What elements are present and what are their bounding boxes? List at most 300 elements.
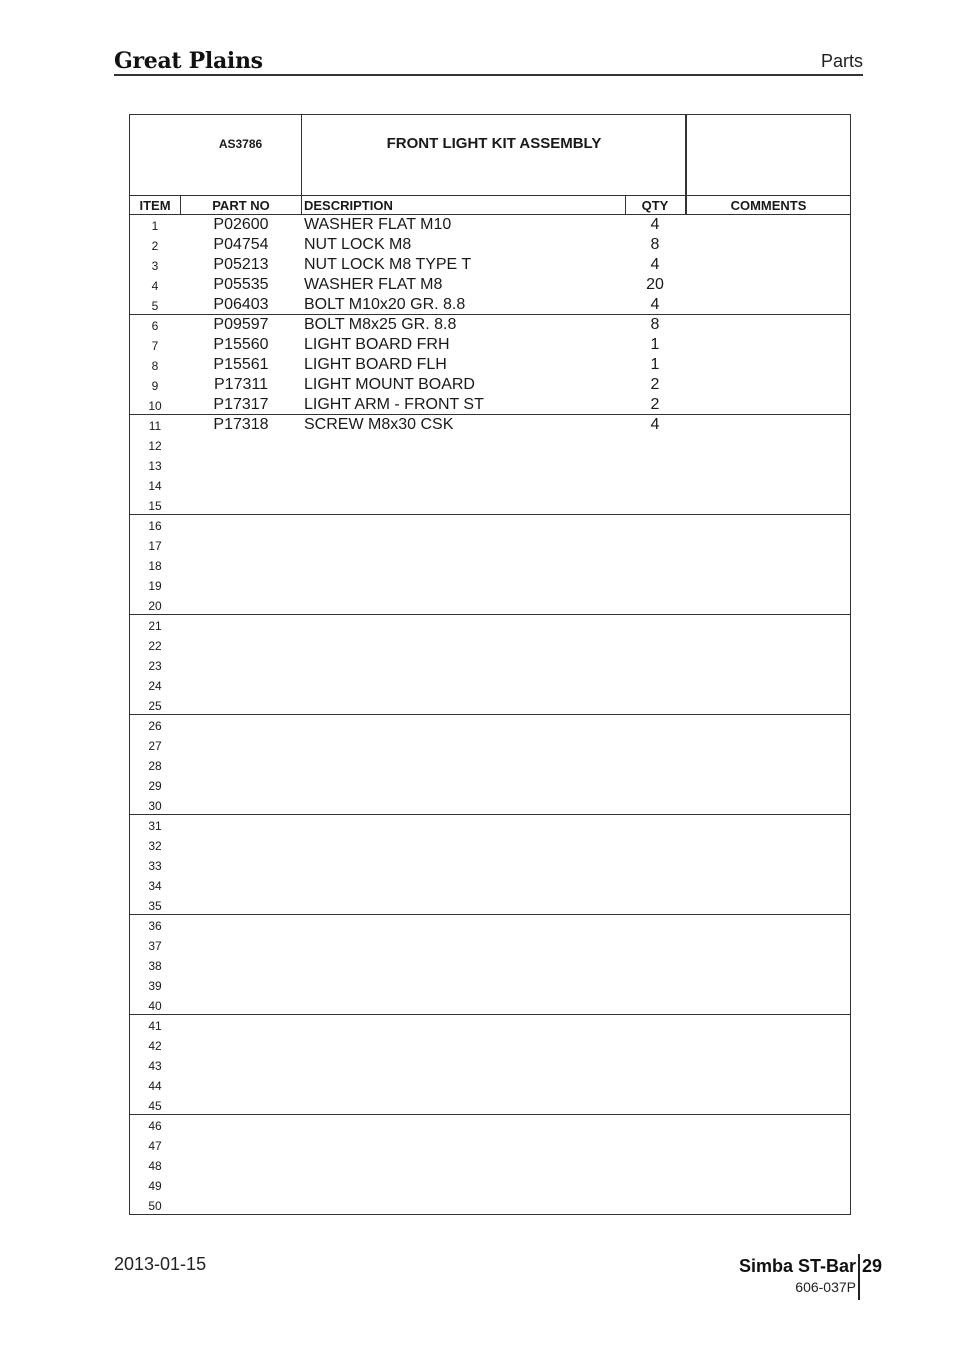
- row-description: [304, 1115, 624, 1135]
- row-comment: [687, 795, 850, 815]
- table-row: [130, 775, 850, 795]
- row-description: WASHER FLAT M8: [304, 276, 443, 293]
- row-item-number: 46: [148, 1119, 162, 1133]
- row-quantity: [626, 855, 684, 875]
- row-item-number: 13: [148, 459, 162, 473]
- row-part-number: P15561: [213, 356, 269, 373]
- row-quantity: [626, 795, 684, 815]
- row-description: [304, 875, 624, 895]
- row-item-number: 15: [148, 499, 162, 513]
- table-row: [130, 655, 850, 675]
- row-comment: [687, 575, 850, 595]
- table-row: [130, 935, 850, 955]
- row-description: [304, 495, 624, 515]
- row-comment: [687, 475, 850, 495]
- table-row: [130, 895, 850, 915]
- row-quantity: 4: [650, 256, 660, 273]
- row-item-number: 39: [148, 979, 162, 993]
- row-description: [304, 475, 624, 495]
- row-quantity: [626, 1175, 684, 1195]
- table-row: [130, 975, 850, 995]
- row-comment: [687, 995, 850, 1015]
- row-comment: [687, 1055, 850, 1075]
- row-part-number: P04754: [213, 236, 269, 253]
- row-item-number: 41: [148, 1019, 162, 1033]
- row-item-number: 30: [148, 799, 162, 813]
- row-description: NUT LOCK M8: [304, 236, 412, 253]
- row-quantity: [626, 1115, 684, 1135]
- row-quantity: 8: [650, 316, 660, 333]
- assembly-number: AS3786: [218, 137, 263, 151]
- table-row: [130, 275, 850, 295]
- row-description: [304, 455, 624, 475]
- footer-date: 2013-01-15: [114, 1254, 207, 1274]
- row-quantity: [626, 935, 684, 955]
- table-row: [130, 455, 850, 475]
- table-row: [130, 715, 850, 735]
- table-row: [130, 255, 850, 275]
- table-row: [130, 1035, 850, 1055]
- table-row: [130, 1155, 850, 1175]
- row-quantity: [626, 1075, 684, 1095]
- row-item-number: 16: [148, 519, 162, 533]
- row-quantity: 4: [650, 296, 660, 313]
- parts-table: [129, 114, 851, 1215]
- table-row: [130, 995, 850, 1015]
- row-quantity: [626, 535, 684, 555]
- row-description: [304, 1195, 624, 1215]
- row-comment: [687, 835, 850, 855]
- row-comment: [687, 855, 850, 875]
- row-part-number: [181, 875, 301, 895]
- table-row: [130, 1195, 850, 1215]
- row-part-number: [181, 475, 301, 495]
- row-item-number: 12: [148, 439, 162, 453]
- row-item-number: 1: [151, 219, 159, 233]
- row-part-number: [181, 1075, 301, 1095]
- row-comment: [687, 515, 850, 535]
- row-description: [304, 555, 624, 575]
- row-item-number: 9: [151, 379, 159, 393]
- row-description: [304, 1015, 624, 1035]
- row-part-number: [181, 835, 301, 855]
- brand-logo: Great Plains: [114, 48, 263, 74]
- row-item-number: 21: [148, 619, 162, 633]
- section-title: Parts: [820, 51, 863, 71]
- row-part-number: [181, 435, 301, 455]
- table-row: [130, 215, 850, 235]
- row-comment: [687, 335, 850, 355]
- row-item-number: 25: [148, 699, 162, 713]
- row-comment: [687, 655, 850, 675]
- row-description: [304, 615, 624, 635]
- row-part-number: [181, 775, 301, 795]
- row-comment: [687, 915, 850, 935]
- row-item-number: 18: [148, 559, 162, 573]
- row-description: BOLT M10x20 GR. 8.8: [304, 296, 466, 313]
- row-description: [304, 1155, 624, 1175]
- row-quantity: 4: [650, 416, 660, 433]
- row-description: [304, 535, 624, 555]
- row-part-number: [181, 735, 301, 755]
- row-description: [304, 915, 624, 935]
- column-header-item: ITEM: [139, 198, 171, 213]
- row-comment: [687, 415, 850, 435]
- table-row: [130, 235, 850, 255]
- row-comment: [687, 395, 850, 415]
- table-row: [130, 675, 850, 695]
- row-part-number: [181, 975, 301, 995]
- row-comment: [687, 675, 850, 695]
- row-item-number: 8: [151, 359, 159, 373]
- table-row: [130, 755, 850, 775]
- row-quantity: [626, 575, 684, 595]
- row-comment: [687, 595, 850, 615]
- row-description: [304, 935, 624, 955]
- row-part-number: [181, 1175, 301, 1195]
- row-part-number: [181, 595, 301, 615]
- column-header-part-no: PART NO: [212, 198, 270, 213]
- row-part-number: P05535: [213, 276, 269, 293]
- table-row: [130, 315, 850, 335]
- row-part-number: [181, 915, 301, 935]
- table-row: [130, 695, 850, 715]
- row-part-number: [181, 515, 301, 535]
- row-part-number: [181, 815, 301, 835]
- row-part-number: [181, 1015, 301, 1035]
- row-comment: [687, 1095, 850, 1115]
- row-description: [304, 975, 624, 995]
- row-comment: [687, 1015, 850, 1035]
- row-comment: [687, 255, 850, 275]
- table-row: [130, 955, 850, 975]
- row-quantity: 20: [646, 276, 664, 293]
- table-row: [130, 355, 850, 375]
- row-quantity: [626, 875, 684, 895]
- row-part-number: [181, 555, 301, 575]
- row-item-number: 27: [148, 739, 162, 753]
- row-part-number: [181, 955, 301, 975]
- row-comment: [687, 735, 850, 755]
- row-quantity: [626, 1135, 684, 1155]
- table-row: [130, 1115, 850, 1135]
- row-description: [304, 515, 624, 535]
- row-description: [304, 1055, 624, 1075]
- row-part-number: [181, 995, 301, 1015]
- row-item-number: 17: [148, 539, 162, 553]
- column-header-comments: COMMENTS: [730, 198, 807, 213]
- row-item-number: 37: [148, 939, 162, 953]
- table-row: [130, 555, 850, 575]
- row-item-number: 26: [148, 719, 162, 733]
- row-description: [304, 855, 624, 875]
- row-quantity: [626, 555, 684, 575]
- page-number: 29: [862, 1256, 883, 1276]
- row-item-number: 35: [148, 899, 162, 913]
- row-part-number: [181, 615, 301, 635]
- row-quantity: [626, 1035, 684, 1055]
- row-quantity: [626, 1055, 684, 1075]
- row-quantity: [626, 695, 684, 715]
- row-comment: [687, 215, 850, 235]
- row-item-number: 4: [151, 279, 159, 293]
- row-item-number: 19: [148, 579, 162, 593]
- row-comment: [687, 1155, 850, 1175]
- row-quantity: [626, 735, 684, 755]
- row-quantity: [626, 955, 684, 975]
- row-part-number: [181, 655, 301, 675]
- row-part-number: [181, 935, 301, 955]
- row-quantity: [626, 595, 684, 615]
- row-item-number: 43: [148, 1059, 162, 1073]
- row-item-number: 48: [148, 1159, 162, 1173]
- table-row: [130, 795, 850, 815]
- row-comment: [687, 535, 850, 555]
- row-quantity: [626, 635, 684, 655]
- row-quantity: [626, 1095, 684, 1115]
- row-comment: [687, 935, 850, 955]
- row-description: [304, 575, 624, 595]
- row-comment: [687, 375, 850, 395]
- row-part-number: P15560: [213, 336, 269, 353]
- row-quantity: [626, 1015, 684, 1035]
- row-quantity: [626, 675, 684, 695]
- column-separator: [301, 196, 302, 214]
- table-row: [130, 415, 850, 435]
- row-comment: [687, 875, 850, 895]
- row-item-number: 7: [151, 339, 159, 353]
- row-item-number: 40: [148, 999, 162, 1013]
- row-item-number: 34: [148, 879, 162, 893]
- row-quantity: [626, 1155, 684, 1175]
- table-row: [130, 1095, 850, 1115]
- row-description: [304, 655, 624, 675]
- row-quantity: [626, 655, 684, 675]
- column-headers: [130, 195, 850, 215]
- row-quantity: [626, 835, 684, 855]
- row-part-number: [181, 1135, 301, 1155]
- row-part-number: [181, 755, 301, 775]
- row-item-number: 22: [148, 639, 162, 653]
- row-quantity: 4: [650, 216, 660, 233]
- table-row: [130, 835, 850, 855]
- row-item-number: 23: [148, 659, 162, 673]
- row-quantity: [626, 995, 684, 1015]
- row-part-number: [181, 1095, 301, 1115]
- row-comment: [687, 495, 850, 515]
- row-description: [304, 695, 624, 715]
- footer-divider: [858, 1254, 860, 1300]
- header-divider: [301, 115, 302, 195]
- row-part-number: [181, 695, 301, 715]
- footer-product: Simba ST-Bar: [738, 1256, 856, 1276]
- row-item-number: 29: [148, 779, 162, 793]
- row-quantity: [626, 775, 684, 795]
- table-row: [130, 535, 850, 555]
- row-quantity: [626, 455, 684, 475]
- row-description: [304, 795, 624, 815]
- row-description: [304, 715, 624, 735]
- row-description: [304, 835, 624, 855]
- table-row: [130, 1175, 850, 1195]
- row-item-number: 20: [148, 599, 162, 613]
- row-description: [304, 635, 624, 655]
- row-part-number: P05213: [213, 256, 269, 273]
- row-part-number: [181, 1195, 301, 1215]
- row-description: [304, 1175, 624, 1195]
- row-part-number: [181, 1055, 301, 1075]
- row-description: WASHER FLAT M10: [304, 216, 452, 233]
- table-row: [130, 615, 850, 635]
- table-row: [130, 855, 850, 875]
- row-item-number: 36: [148, 919, 162, 933]
- row-quantity: 8: [650, 236, 660, 253]
- row-part-number: [181, 635, 301, 655]
- row-part-number: P17311: [214, 376, 268, 393]
- row-description: [304, 595, 624, 615]
- row-description: [304, 435, 624, 455]
- row-item-number: 49: [148, 1179, 162, 1193]
- row-description: LIGHT BOARD FRH: [304, 336, 450, 353]
- row-description: [304, 1135, 624, 1155]
- row-quantity: [626, 815, 684, 835]
- row-item-number: 14: [148, 479, 162, 493]
- row-item-number: 3: [151, 259, 159, 273]
- row-item-number: 5: [151, 299, 159, 313]
- table-row: [130, 575, 850, 595]
- table-row: [130, 1015, 850, 1035]
- header-divider: [685, 115, 687, 195]
- table-row: [130, 515, 850, 535]
- row-comment: [687, 355, 850, 375]
- row-item-number: 10: [148, 399, 162, 413]
- assembly-title: FRONT LIGHT KIT ASSEMBLY: [386, 135, 602, 152]
- row-part-number: [181, 895, 301, 915]
- row-part-number: [181, 495, 301, 515]
- row-item-number: 47: [148, 1139, 162, 1153]
- table-row: [130, 495, 850, 515]
- row-item-number: 45: [148, 1099, 162, 1113]
- row-quantity: [626, 495, 684, 515]
- row-description: NUT LOCK M8 TYPE T: [304, 256, 472, 273]
- row-item-number: 32: [148, 839, 162, 853]
- row-comment: [687, 715, 850, 735]
- table-row: [130, 375, 850, 395]
- table-body: [130, 215, 850, 1215]
- row-part-number: P09597: [213, 316, 269, 333]
- row-quantity: 1: [650, 356, 660, 373]
- row-comment: [687, 1115, 850, 1135]
- row-item-number: 2: [151, 239, 159, 253]
- row-part-number: [181, 455, 301, 475]
- document-code: 606-037P: [795, 1279, 856, 1295]
- row-comment: [687, 755, 850, 775]
- row-part-number: [181, 855, 301, 875]
- row-quantity: [626, 615, 684, 635]
- row-description: [304, 815, 624, 835]
- assembly-header: [130, 115, 850, 195]
- row-comment: [687, 695, 850, 715]
- table-row: [130, 1135, 850, 1155]
- row-quantity: [626, 755, 684, 775]
- row-description: LIGHT ARM - FRONT ST: [304, 396, 484, 413]
- row-quantity: [626, 915, 684, 935]
- row-quantity: [626, 515, 684, 535]
- row-comment: [687, 295, 850, 315]
- table-row: [130, 635, 850, 655]
- row-description: [304, 895, 624, 915]
- table-row: [130, 815, 850, 835]
- row-description: LIGHT BOARD FLH: [304, 356, 447, 373]
- row-item-number: 33: [148, 859, 162, 873]
- row-comment: [687, 775, 850, 795]
- row-part-number: P02600: [213, 216, 269, 233]
- row-description: [304, 1095, 624, 1115]
- row-quantity: [626, 975, 684, 995]
- row-item-number: 11: [148, 419, 162, 433]
- row-part-number: [181, 535, 301, 555]
- table-row: [130, 735, 850, 755]
- row-comment: [687, 315, 850, 335]
- table-row: [130, 335, 850, 355]
- row-description: BOLT M8x25 GR. 8.8: [304, 316, 457, 333]
- table-row: [130, 915, 850, 935]
- row-comment: [687, 1195, 850, 1215]
- row-item-number: 31: [148, 819, 162, 833]
- row-description: [304, 775, 624, 795]
- row-comment: [687, 1035, 850, 1055]
- row-part-number: [181, 1155, 301, 1175]
- row-quantity: [626, 475, 684, 495]
- row-part-number: [181, 1115, 301, 1135]
- row-part-number: P17317: [213, 396, 269, 413]
- header-rule: [114, 74, 863, 76]
- row-comment: [687, 635, 850, 655]
- row-description: SCREW M8x30 CSK: [304, 416, 454, 433]
- row-comment: [687, 615, 850, 635]
- row-comment: [687, 1135, 850, 1155]
- row-quantity: [626, 895, 684, 915]
- row-part-number: [181, 795, 301, 815]
- row-description: [304, 1035, 624, 1055]
- row-description: [304, 675, 624, 695]
- column-header-qty: QTY: [641, 198, 669, 213]
- row-comment: [687, 275, 850, 295]
- row-item-number: 6: [151, 319, 159, 333]
- row-item-number: 28: [148, 759, 162, 773]
- row-comment: [687, 235, 850, 255]
- row-item-number: 24: [148, 679, 162, 693]
- row-quantity: [626, 1195, 684, 1215]
- row-description: [304, 755, 624, 775]
- row-comment: [687, 455, 850, 475]
- row-part-number: P06403: [213, 296, 269, 313]
- row-description: LIGHT MOUNT BOARD: [304, 376, 475, 393]
- column-header-description: DESCRIPTION: [304, 198, 393, 213]
- row-comment: [687, 435, 850, 455]
- row-item-number: 42: [148, 1039, 162, 1053]
- row-quantity: 2: [650, 396, 660, 413]
- row-quantity: 2: [650, 376, 660, 393]
- table-row: [130, 1055, 850, 1075]
- row-comment: [687, 955, 850, 975]
- row-description: [304, 955, 624, 975]
- row-description: [304, 1075, 624, 1095]
- table-row: [130, 435, 850, 455]
- row-comment: [687, 1175, 850, 1195]
- row-item-number: 50: [148, 1199, 162, 1213]
- row-quantity: 1: [650, 336, 660, 353]
